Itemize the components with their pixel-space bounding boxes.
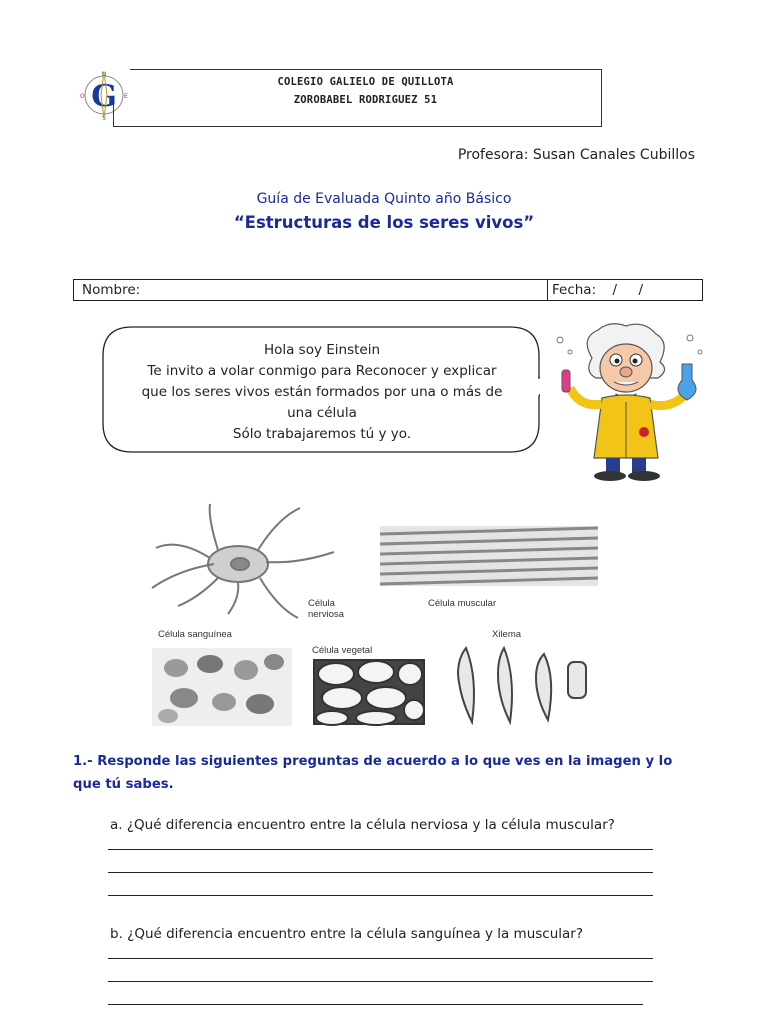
header-box-bottom-border (113, 126, 131, 127)
header-box-left-border (113, 99, 114, 127)
answer-line[interactable] (108, 895, 653, 896)
answer-line[interactable] (108, 981, 653, 982)
school-address: ZOROBABEL RODRIGUEZ 51 (293, 94, 438, 106)
label-nerve-cell-2: nerviosa (308, 609, 344, 620)
question-1a: a. ¿Qué diferencia encuentro entre la célula nerviosa y la célula muscular? (110, 817, 615, 833)
school-logo (74, 66, 130, 124)
bubble-line: Hola soy Einstein (263, 342, 381, 358)
svg-text:O: O (80, 93, 85, 100)
bubble-line: que los seres vivos están formados por una o más de (141, 384, 503, 400)
date-label: Fecha: (552, 282, 597, 298)
label-muscle-cell: Célula muscular (428, 598, 497, 609)
bubble-line: Te invito a volar conmigo para Reconocer y explicar (147, 363, 497, 379)
answer-line[interactable] (108, 1004, 643, 1005)
label-xylem: Xilema (492, 629, 522, 640)
answer-line[interactable] (108, 849, 653, 850)
school-name: COLEGIO GALIELO DE QUILLOTA (277, 76, 454, 88)
date-field[interactable] (548, 280, 702, 300)
svg-text:S: S (102, 115, 106, 122)
school-header-box (130, 69, 602, 127)
nerve-cell-drawing (152, 504, 334, 618)
bubble-line: una célula (287, 405, 357, 421)
muscle-cell-drawing (380, 526, 598, 586)
svg-text:E: E (124, 93, 128, 100)
student-info-row (73, 279, 703, 301)
label-blood-cell: Célula sanguínea (158, 629, 232, 640)
page-title: “Estructuras de los seres vivos” (233, 213, 535, 232)
guide-subtitle: Guía de Evaluada Quinto año Básico (256, 191, 512, 207)
cell-drawings (148, 498, 608, 738)
date-slashes: / / (612, 282, 643, 298)
label-nerve-cell: Célula (308, 598, 335, 609)
name-field[interactable] (74, 280, 548, 300)
blood-cell-drawing (152, 648, 292, 726)
question-1b: b. ¿Qué diferencia encuentro entre la célula sanguínea y la muscular? (110, 926, 584, 942)
answer-line[interactable] (108, 958, 653, 959)
label-plant-cell: Célula vegetal (312, 645, 373, 656)
xylem-drawing (458, 648, 586, 722)
svg-text:N: N (101, 71, 107, 78)
name-label: Nombre: (82, 282, 141, 298)
answer-line[interactable] (108, 872, 653, 873)
question-1: 1.- Responde las siguientes preguntas de acuerdo a lo que ves en la imagen y lo que tú sabes. (73, 754, 673, 792)
plant-cell-drawing (314, 660, 424, 725)
einstein-illustration (540, 318, 712, 483)
teacher-name: Profesora: Susan Canales Cubillos (457, 147, 695, 163)
svg-text:G: G (91, 79, 117, 114)
bubble-line: Sólo trabajaremos tú y yo. (232, 426, 412, 442)
cell-types-figure (148, 498, 608, 738)
speech-bubble-text (122, 340, 522, 445)
